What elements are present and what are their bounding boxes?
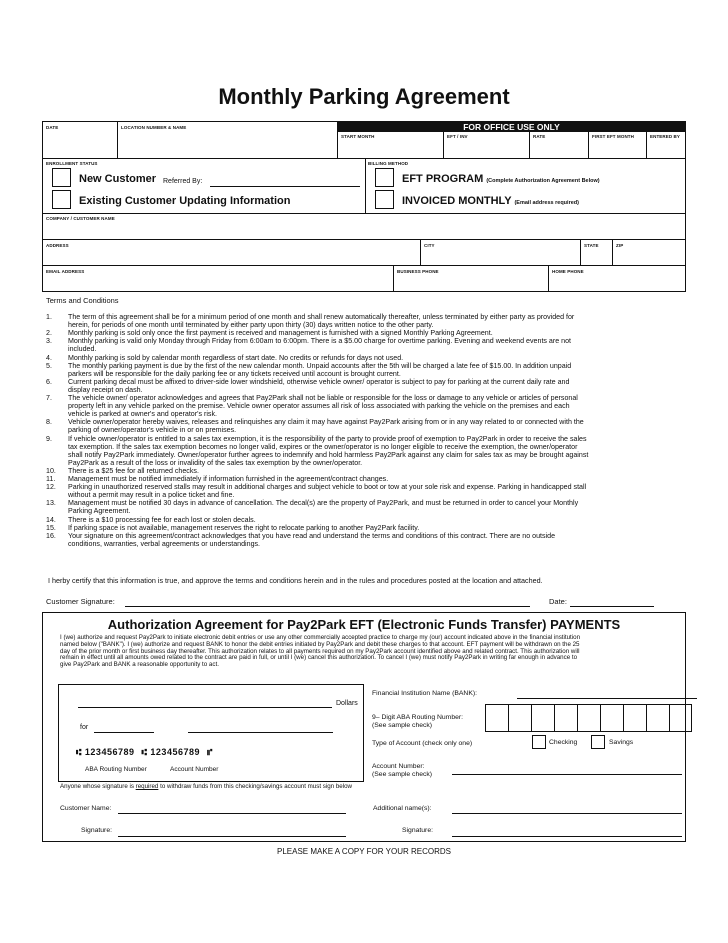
micr-transit-icon: ⑆ bbox=[141, 747, 148, 757]
signature-line-left[interactable] bbox=[118, 836, 346, 837]
signers-note bbox=[60, 783, 352, 790]
checking-checkbox[interactable] bbox=[532, 735, 546, 749]
term-text bbox=[68, 378, 698, 394]
term-line: There is a $25 fee for all returned checks. bbox=[68, 466, 199, 475]
term-number: 16. bbox=[46, 531, 56, 540]
terms-heading: Terms and Conditions bbox=[46, 296, 119, 305]
signature-line-right[interactable] bbox=[452, 836, 682, 837]
certify-text: I herby certify that this information is true, and approve the terms and conditions herein and in the rules and procedures posted at the location and attached. bbox=[48, 576, 543, 585]
term-line: Monthly parking is sold by calendar month regardless of start date. No credits or refunds for days not used. bbox=[68, 353, 404, 362]
authorization-title: Authorization Agreement for Pay2Park EFT (Electronic Funds Transfer) PAYMENTS bbox=[107, 617, 621, 632]
customer-signature-line[interactable] bbox=[125, 606, 530, 607]
term-text bbox=[68, 435, 698, 467]
routing-label-line2: (See sample check) bbox=[372, 722, 433, 729]
city-label: CITY bbox=[424, 243, 435, 248]
auth-para-line: give Pay2Park and BANK a reasonable opportunity to act. bbox=[60, 661, 219, 669]
address-label: ADDRESS bbox=[46, 243, 69, 248]
routing-digit-divider bbox=[646, 704, 647, 732]
micr-line bbox=[76, 747, 213, 757]
micr-transit-icon: ⑆ bbox=[76, 747, 82, 757]
term-line: If parking space is not available, management reserves the right to relocate parking to another Pay2Park facility. bbox=[68, 523, 420, 532]
term-text bbox=[68, 475, 698, 483]
term-number: 10. bbox=[46, 466, 56, 475]
account-label-line1: Account Number: bbox=[372, 763, 425, 770]
customer-name-line[interactable] bbox=[118, 813, 346, 814]
account-type-label: Type of Account (check only one) bbox=[372, 740, 473, 747]
bank-name-line[interactable] bbox=[517, 698, 697, 699]
eft-inv-label: EFT / INV bbox=[447, 134, 468, 139]
term-line: Parking in unauthorized reserved stalls may result in additional charges and subject vehicle to boot or tow at your sole risk and expense. Parking in handicapped stall bbox=[68, 483, 587, 492]
referred-by-line[interactable] bbox=[210, 186, 360, 187]
signature-label-right: Signature: bbox=[402, 827, 433, 834]
aba-routing-caption: ABA Routing Number bbox=[85, 766, 147, 773]
term-number: 13. bbox=[46, 499, 56, 508]
account-number-label bbox=[372, 763, 432, 779]
new-customer-checkbox[interactable] bbox=[52, 168, 71, 187]
business-phone-label: BUSINESS PHONE bbox=[397, 269, 439, 274]
start-month-label: START MONTH bbox=[341, 134, 375, 139]
term-line: property left in any vehicle parked on the premise. Vehicle owner operator assumes all risk of loss associated with parking the vehicle on the premises and each bbox=[68, 402, 570, 410]
customer-name-label: Customer Name: bbox=[60, 805, 112, 812]
dollars-label: Dollars bbox=[336, 700, 358, 707]
term-line: Your signature on this agreement/contract acknowledges that you have read and understand the terms and conditions of this contract. There are no outside bbox=[68, 531, 556, 540]
savings-label: Savings bbox=[609, 739, 634, 746]
term-line: parkers will be responsible for the daily parking fee or any tickets received until account is brought current. bbox=[68, 369, 401, 378]
term-line: herein, for periods of one month until terminated by either party upon thirty (30) days written notice to the other party. bbox=[68, 321, 434, 329]
routing-digit-divider bbox=[600, 704, 601, 732]
term-text bbox=[68, 313, 698, 329]
term-number: 11. bbox=[46, 475, 56, 483]
dollars-line bbox=[78, 707, 332, 708]
eft-program-checkbox[interactable] bbox=[375, 168, 394, 187]
authorization-paragraph bbox=[60, 635, 670, 669]
term-line: tax exemption. If the sales tax exemption becomes no longer valid, expires or the owner/operator is no longer eligible to receive the exemption, the owner/operator bbox=[68, 442, 578, 451]
term-number: 9. bbox=[46, 434, 52, 443]
auth-para-line: named below ("BANK"). I (we) authorize and request BANK to honor the debit entries initiated by Pay2Park and debit these charges to that account. EFT payment will be withdrawn on the 25 bbox=[60, 640, 580, 648]
existing-customer-label: Existing Customer Updating Information bbox=[79, 195, 291, 207]
invoiced-monthly-note: (Email address required) bbox=[514, 200, 579, 206]
routing-label-line1: 9– Digit ABA Routing Number: bbox=[372, 714, 464, 721]
term-number: 8. bbox=[46, 418, 52, 427]
entered-by-label: ENTERED BY bbox=[650, 134, 681, 139]
term-text bbox=[68, 362, 698, 378]
term-text bbox=[68, 467, 698, 475]
eft-program-note: (Complete Authorization Agreement Below) bbox=[486, 178, 600, 184]
new-customer-label: New Customer bbox=[79, 173, 157, 185]
email-label: EMAIL ADDRESS bbox=[46, 269, 85, 274]
term-line: The monthly parking payment is due by the first of the new calendar month. Unpaid accounts after the 5th will be charged a late fee of $15.00. In addition unpaid bbox=[68, 361, 572, 370]
term-line: conditions, warranties, verbal agreements or understandings. bbox=[68, 539, 261, 548]
signature-label-left: Signature: bbox=[81, 827, 112, 834]
account-number-caption: Account Number bbox=[170, 766, 219, 773]
check-signature-line bbox=[188, 732, 333, 733]
auth-para-line: day of the prior month or first business day thereafter. This authorization relates to all payments required on my Pay2Park account identified above and related contract. This authorization will bbox=[60, 647, 580, 655]
term-text bbox=[68, 532, 698, 548]
micr-routing: 123456789 bbox=[84, 747, 135, 757]
term-line: Monthly parking is valid only Monday through Friday from 6:00am to 6:00pm. There is a $5.00 charge for overtime parking. Evening and weekend events are not bbox=[68, 337, 572, 346]
rate-label: RATE bbox=[533, 134, 546, 139]
term-line: Management must be notified 30 days in advance of cancellation. The decal(s) are the property of Pay2Park, and must be returned in order to cancel your Monthly bbox=[68, 499, 579, 508]
term-line: Parking Agreement. bbox=[68, 507, 131, 516]
eft-program-label: EFT PROGRAM (Complete Authorization Agreement Below) bbox=[402, 173, 600, 185]
invoiced-monthly-checkbox[interactable] bbox=[375, 190, 394, 209]
micr-onus-icon: ⑈ bbox=[207, 747, 213, 757]
auth-para-line: I (we) authorize and request Pay2Park to initiate electronic debit entries or use any other commercially accepted practice to charge my (our) account indicated above in the financial institution bbox=[60, 634, 581, 641]
term-line: There is a $10 processing fee for each lost or stolen decals. bbox=[68, 515, 256, 524]
term-line: shall notify Pay2Park immediately. Owner/operator further agrees to indemnify and hold harmless Pay2Park against any claim for sales tax as may be brought against bbox=[68, 450, 589, 459]
bank-name-label: Financial Institution Name (BANK): bbox=[372, 690, 478, 697]
routing-digit-divider bbox=[531, 704, 532, 732]
billing-method-label: BILLING METHOD bbox=[368, 161, 409, 166]
term-line: vehicle is parked at owner's and operator's risk. bbox=[68, 410, 217, 418]
term-text bbox=[68, 499, 698, 515]
for-label: for bbox=[80, 724, 89, 731]
home-phone-label: HOME PHONE bbox=[552, 269, 584, 274]
term-text bbox=[68, 394, 698, 418]
referred-by-label: Referred By: bbox=[163, 178, 203, 185]
account-label-line2: (See sample check) bbox=[372, 771, 433, 778]
auth-para-line: remain in effect until all amounts owed related to the contract are paid in full, or until I (we) cancel this authorization. To cancel I (we) must notify Pay2Park in writing far enough in advance to bbox=[60, 654, 578, 662]
enrollment-status-label: ENROLLMENT STATUS bbox=[46, 161, 98, 166]
company-label: COMPANY / CUSTOMER NAME bbox=[46, 216, 115, 221]
date-signature-label: Date: bbox=[549, 597, 567, 606]
term-text bbox=[68, 354, 698, 362]
term-number: 15. bbox=[46, 523, 56, 532]
term-number: 3. bbox=[46, 337, 52, 346]
routing-number-boxes[interactable] bbox=[485, 704, 692, 732]
term-text bbox=[68, 329, 698, 337]
term-line: If vehicle owner/operator is entitled to a sales tax exemption, it is the responsibility of the party to provide proof of exemption to Pay2Park in order to receive the sales bbox=[68, 434, 587, 443]
signers-note-required: required bbox=[135, 783, 159, 790]
invoiced-monthly-label: INVOICED MONTHLY (Email address required) bbox=[402, 195, 579, 207]
date-label: DATE bbox=[46, 125, 59, 130]
account-number-line[interactable] bbox=[452, 774, 682, 775]
term-text bbox=[68, 337, 698, 353]
page-title: Monthly Parking Agreement bbox=[218, 84, 510, 109]
zip-label: ZIP bbox=[616, 243, 624, 248]
signers-note-pre: Anyone whose signature is bbox=[60, 783, 136, 790]
term-number: 14. bbox=[46, 515, 56, 524]
micr-account: 123456789 bbox=[150, 747, 200, 757]
checking-label: Checking bbox=[549, 739, 578, 746]
additional-names-line[interactable] bbox=[452, 813, 682, 814]
term-line: Monthly parking is sold only once the first payment is received and management is furnished with a signed Monthly Parking Agreement. bbox=[68, 329, 493, 338]
term-text bbox=[68, 516, 698, 524]
term-number: 7. bbox=[46, 394, 52, 402]
term-number: 2. bbox=[46, 329, 52, 338]
term-line: without a permit may result in a police ticket and fine. bbox=[68, 491, 235, 500]
savings-checkbox[interactable] bbox=[591, 735, 605, 749]
term-line: Current parking decal must be affixed to driver-side lower windshield, otherwise vehicle owner/ operator is subject to pay for parking at the current daily rate and bbox=[68, 377, 570, 386]
footer-note: PLEASE MAKE A COPY FOR YOUR RECORDS bbox=[277, 847, 451, 856]
location-label: LOCATION NUMBER & NAME bbox=[121, 125, 187, 130]
term-line: Pay2Park as a result of the loss or invalidity of the sales tax exemption by the owner/operator. bbox=[68, 458, 363, 467]
routing-label bbox=[372, 714, 463, 730]
term-line: Vehicle owner/operator hereby waives, releases and relinquishes any claim it may have against Pay2Park arising from or in any way related to or connected with the bbox=[68, 418, 584, 427]
first-eft-month-label: FIRST EFT MONTH bbox=[592, 134, 634, 139]
additional-names-label: Additional name(s): bbox=[373, 805, 432, 812]
term-line: The term of this agreement shall be for a minimum period of one month and shall renew automatically thereafter, unless terminated by either party as provided for bbox=[68, 313, 575, 321]
term-number: 4. bbox=[46, 353, 52, 362]
term-text bbox=[68, 418, 698, 434]
term-number: 12. bbox=[46, 483, 56, 492]
term-line: included. bbox=[68, 345, 97, 354]
existing-customer-checkbox[interactable] bbox=[52, 190, 71, 209]
for-line bbox=[94, 732, 154, 733]
term-number: 1. bbox=[46, 313, 52, 321]
term-number: 5. bbox=[46, 361, 52, 370]
routing-digit-divider bbox=[554, 704, 555, 732]
term-number: 6. bbox=[46, 377, 52, 386]
routing-digit-divider bbox=[508, 704, 509, 732]
term-text bbox=[68, 483, 698, 499]
term-text bbox=[68, 524, 698, 532]
term-line: display receipt on dash. bbox=[68, 385, 143, 394]
routing-digit-divider bbox=[577, 704, 578, 732]
routing-digit-divider bbox=[623, 704, 624, 732]
signers-note-post: to withdraw funds from this checking/savings account must sign below bbox=[158, 783, 352, 790]
date-line[interactable] bbox=[570, 606, 654, 607]
term-line: Management must be notified immediately if information furnished in the agreement/contract changes. bbox=[68, 475, 389, 483]
routing-digit-divider bbox=[669, 704, 670, 732]
office-use-label: FOR OFFICE USE ONLY bbox=[463, 122, 560, 132]
customer-signature-label: Customer Signature: bbox=[46, 597, 115, 606]
term-line: parking of owner/operator's vehicle in or on premises. bbox=[68, 426, 237, 435]
term-line: The vehicle owner/ operator acknowledges and agrees that Pay2Park shall not be liable or responsible for the loss or damage to any vehicle or articles of personal bbox=[68, 394, 578, 402]
state-label: STATE bbox=[584, 243, 599, 248]
